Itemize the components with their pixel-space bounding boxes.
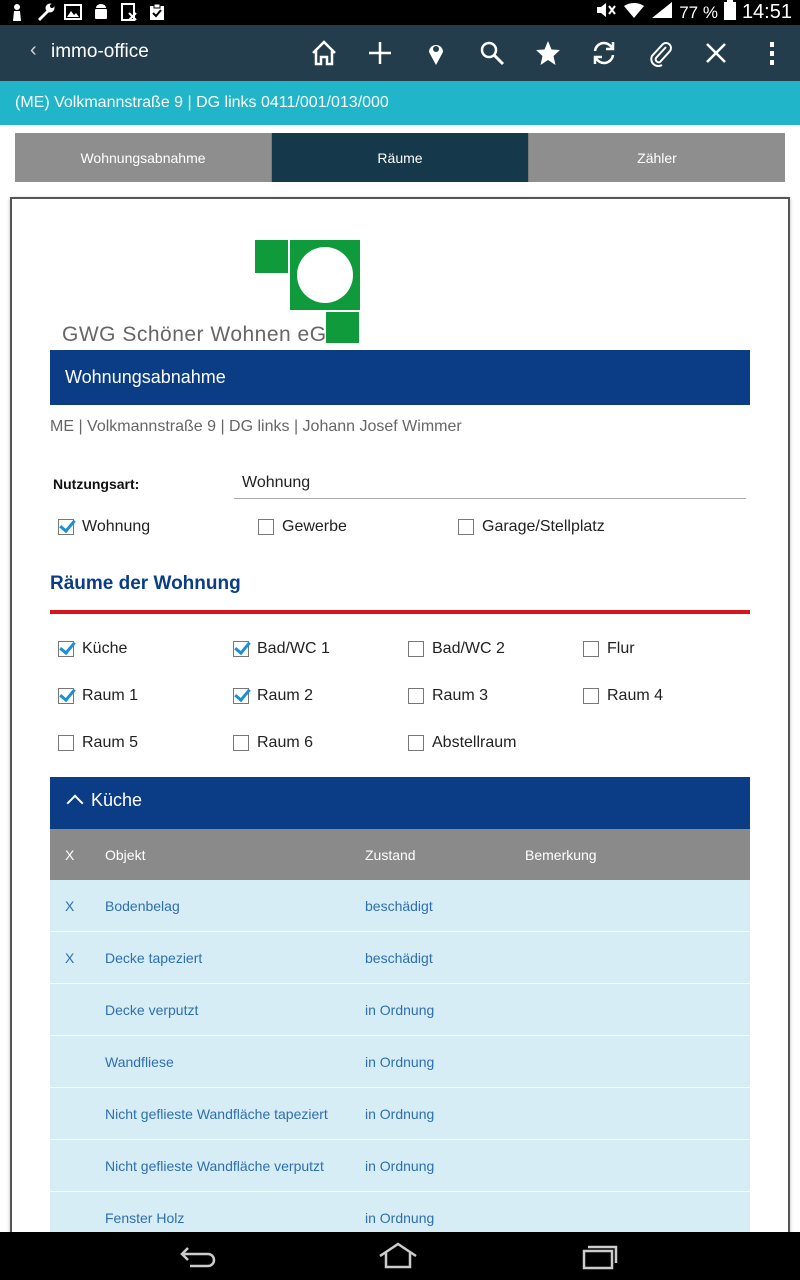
logo-text: GWG Schöner Wohnen eG — [62, 323, 327, 346]
notification-icons — [8, 3, 166, 21]
tab-bar — [15, 133, 785, 182]
room-checkbox-raum-5[interactable]: Raum 5 — [58, 734, 138, 752]
address-line: ME | Volkmannstraße 9 | DG links | Johann Josef Wimmer — [50, 418, 462, 435]
room-checkbox-abstellraum[interactable]: Abstellraum — [408, 734, 516, 752]
android-icon — [92, 3, 110, 21]
tab-zaehler[interactable]: Zähler — [529, 133, 785, 182]
table-header — [50, 829, 750, 880]
wrench-icon — [36, 3, 54, 21]
room-checkbox-kueche[interactable]: Küche — [58, 640, 127, 658]
person-icon — [8, 3, 26, 21]
room-checkbox-raum-1[interactable]: Raum 1 — [58, 687, 138, 705]
app-title[interactable]: immo-office — [51, 41, 149, 62]
mute-icon — [595, 2, 617, 23]
status-bar — [0, 0, 800, 25]
column-header-zustand: Zustand — [365, 847, 416, 863]
screenshot-icon — [120, 3, 138, 21]
clock: 14:51 — [741, 1, 792, 23]
tab-raeume[interactable]: Räume — [272, 133, 529, 182]
room-checkbox-flur[interactable]: Flur — [583, 640, 635, 658]
system-indicators — [595, 0, 792, 25]
overflow-icon[interactable] — [756, 37, 788, 69]
table-row[interactable]: X Bodenbelag beschädigt — [50, 880, 750, 932]
attachment-icon[interactable] — [644, 37, 676, 69]
usage-checkbox-wohnung[interactable]: Wohnung — [58, 518, 150, 536]
usage-checkbox-gewerbe[interactable]: Gewerbe — [258, 518, 347, 536]
wifi-icon — [623, 1, 645, 24]
room-checkbox-bad-wc-2[interactable]: Bad/WC 2 — [408, 640, 505, 658]
nutzungsart-label: Nutzungsart: — [53, 476, 140, 492]
tab-wohnungsabnahme[interactable]: Wohnungsabnahme — [15, 133, 272, 182]
signal-icon — [651, 1, 673, 24]
table-row[interactable]: X Decke tapeziert beschädigt — [50, 932, 750, 984]
room-checkbox-raum-4[interactable]: Raum 4 — [583, 687, 663, 705]
plus-icon[interactable] — [364, 37, 396, 69]
back-icon[interactable] — [176, 1242, 220, 1270]
home-icon[interactable] — [308, 37, 340, 69]
column-header-objekt: Objekt — [105, 847, 146, 863]
room-checkbox-raum-2[interactable]: Raum 2 — [233, 687, 313, 705]
table-body — [50, 880, 750, 1237]
section-kueche-header[interactable] — [50, 777, 750, 829]
search-icon[interactable] — [476, 37, 508, 69]
usage-checkbox-garage[interactable]: Garage/Stellplatz — [458, 518, 605, 536]
recents-icon[interactable] — [576, 1242, 620, 1270]
nutzungsart-field[interactable]: Wohnung — [234, 469, 746, 499]
star-icon[interactable] — [532, 37, 564, 69]
table-row[interactable]: Fenster Holz in Ordnung — [50, 1192, 750, 1237]
rooms-heading: Räume der Wohnung — [50, 573, 241, 594]
refresh-icon[interactable] — [588, 37, 620, 69]
table-row[interactable]: Nicht geflieste Wandfläche tapeziert in Ordnung — [50, 1088, 750, 1140]
close-icon[interactable] — [700, 37, 732, 69]
document-header: Wohnungsabnahme — [50, 350, 750, 405]
column-header-bemerkung: Bemerkung — [525, 847, 597, 863]
location-icon[interactable] — [420, 37, 452, 69]
clipboard-icon — [148, 3, 166, 21]
divider — [50, 610, 750, 614]
table-row[interactable]: Decke verputzt in Ordnung — [50, 984, 750, 1036]
checkbox[interactable] — [458, 519, 474, 535]
room-checkbox-raum-6[interactable]: Raum 6 — [233, 734, 313, 752]
battery-percent: 77 % — [679, 2, 718, 22]
document-card — [10, 197, 790, 1237]
checkbox[interactable] — [258, 519, 274, 535]
room-checkbox-raum-3[interactable]: Raum 3 — [408, 687, 488, 705]
section-title: Küche — [91, 790, 143, 810]
room-checkbox-bad-wc-1[interactable]: Bad/WC 1 — [233, 640, 330, 658]
battery-icon — [724, 0, 736, 25]
app-bar — [0, 25, 800, 81]
up-navigation-icon[interactable]: ‹ — [30, 39, 37, 61]
table-row[interactable]: Nicht geflieste Wandfläche verputzt in Ordnung — [50, 1140, 750, 1192]
home-nav-icon[interactable] — [376, 1242, 420, 1270]
image-icon — [64, 3, 82, 21]
table-row[interactable]: Wandfliese in Ordnung — [50, 1036, 750, 1088]
navigation-bar — [0, 1232, 800, 1280]
column-header-x: X — [65, 847, 75, 863]
chevron-up-icon — [67, 795, 84, 812]
checkbox-checked[interactable] — [58, 519, 74, 535]
breadcrumb: (ME) Volkmannstraße 9 | DG links 0411/001/013/000 — [0, 81, 800, 125]
